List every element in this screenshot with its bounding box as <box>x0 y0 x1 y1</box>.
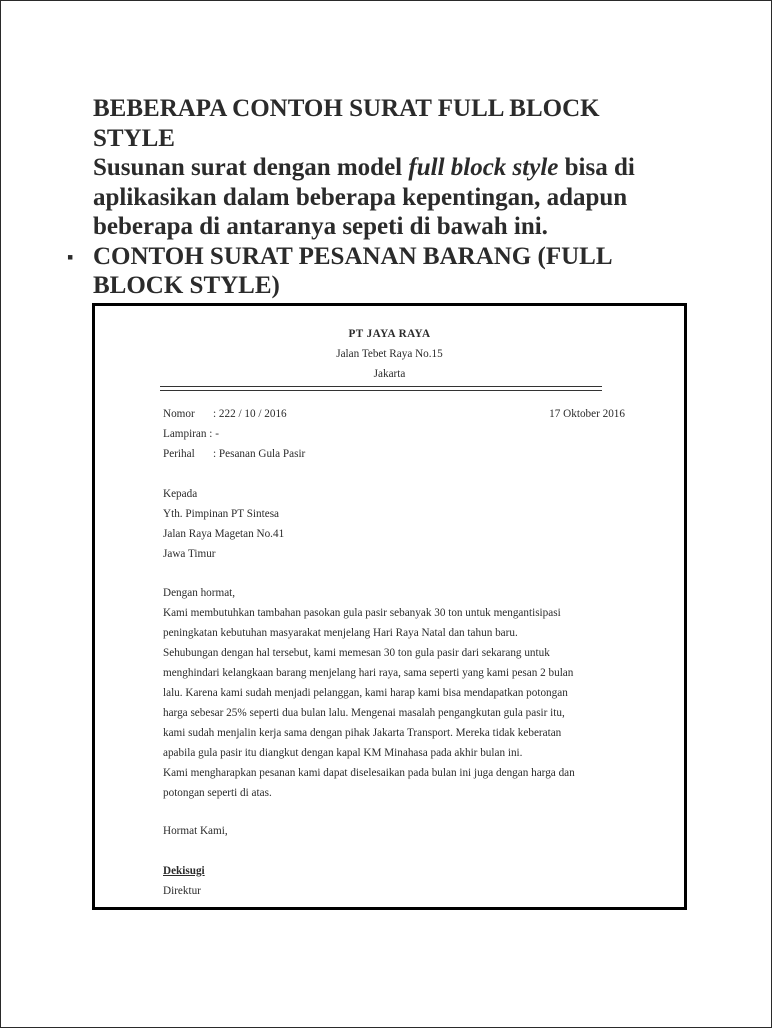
perihal-row <box>163 444 623 464</box>
body-line: menghindari kelangkaan barang menjelang hari raya, sama seperti yang kami pesan 2 bulan <box>163 667 574 679</box>
intro-line-2: aplikasikan dalam beberapa kepentingan, adapun <box>93 183 628 211</box>
nomor-label: Nomor <box>163 408 195 420</box>
intro-text-post: bisa di <box>558 154 635 181</box>
letterhead <box>95 324 684 384</box>
perihal-label: Perihal <box>163 448 195 460</box>
body-line: Sehubungan dengan hal tersebut, kami memesan 30 ton gula pasir dari sekarang untuk <box>163 647 550 659</box>
body-line: potongan seperti di atas. <box>163 787 272 799</box>
body-line: Kami membutuhkan tambahan pasokan gula pasir sebanyak 30 ton untuk mengantisipasi <box>163 607 561 619</box>
company-address: Jalan Tebet Raya No.15 <box>336 348 443 360</box>
signature-block <box>163 861 205 901</box>
letter-date: 17 Oktober 2016 <box>549 408 625 420</box>
letterhead-divider <box>160 390 602 391</box>
subheading-line-1: CONTOH SURAT PESANAN BARANG (FULL <box>93 242 613 270</box>
subheading <box>67 242 693 301</box>
recipient-block <box>163 484 284 564</box>
body-line: Kami mengharapkan pesanan kami dapat diselesaikan pada bulan ini juga dengan harga dan <box>163 767 575 779</box>
recipient-line: Yth. Pimpinan PT Sintesa <box>163 508 280 520</box>
nomor-value: : 222 / 10 / 2016 <box>213 408 287 420</box>
closing: Hormat Kami, <box>163 825 228 837</box>
recipient-line: Jawa Timur <box>163 548 216 560</box>
recipient-line: Jalan Raya Magetan No.41 <box>163 528 285 540</box>
signer-title: Direktur <box>163 885 201 897</box>
body-line: lalu. Karena kami sudah menjadi pelanggan, kami harap kami bisa mendapatkan potongan <box>163 687 568 699</box>
recipient-line: Kepada <box>163 488 198 500</box>
body-line: peningkatan kebutuhan masyarakat menjelang Hari Raya Natal dan tahun baru. <box>163 627 518 639</box>
title-line-1: BEBERAPA CONTOH SURAT FULL BLOCK <box>93 95 600 122</box>
intro-text-pre: Susunan surat dengan model <box>93 154 409 181</box>
body-line: kami sudah menjalin kerja sama dengan pihak Jakarta Transport. Mereka tidak keberatan <box>163 727 562 739</box>
subheading-line-2: BLOCK STYLE) <box>93 272 280 299</box>
intro-line-3: beberapa di antaranya sepeti di bawah ini. <box>93 213 548 240</box>
body-line: apabila gula pasir itu diangkut dengan kapal KM Minahasa pada akhir bulan ini. <box>163 747 523 759</box>
perihal-value: : Pesanan Gula Pasir <box>213 448 306 460</box>
letter-image <box>92 303 687 910</box>
letter-body <box>163 583 625 803</box>
reference-block <box>163 404 623 464</box>
salutation: Dengan hormat, <box>163 587 236 599</box>
body-line: harga sebesar 25% seperti dua bulan lalu. Mengenai masalah pengangkutan gula pasir itu, <box>163 707 565 719</box>
intro-line-1 <box>93 153 693 183</box>
signer-name: Dekisugi <box>163 865 205 877</box>
nomor-row <box>163 404 623 424</box>
page-heading <box>67 94 693 301</box>
bullet-icon: ▪ <box>67 246 74 267</box>
letterhead-divider <box>160 386 602 387</box>
intro-text-italic: full block style <box>408 154 559 181</box>
lampiran-row: Lampiran : - <box>163 428 219 440</box>
company-city: Jakarta <box>373 368 406 380</box>
title-line-2: STYLE <box>93 124 175 152</box>
company-name: PT JAYA RAYA <box>348 328 431 340</box>
